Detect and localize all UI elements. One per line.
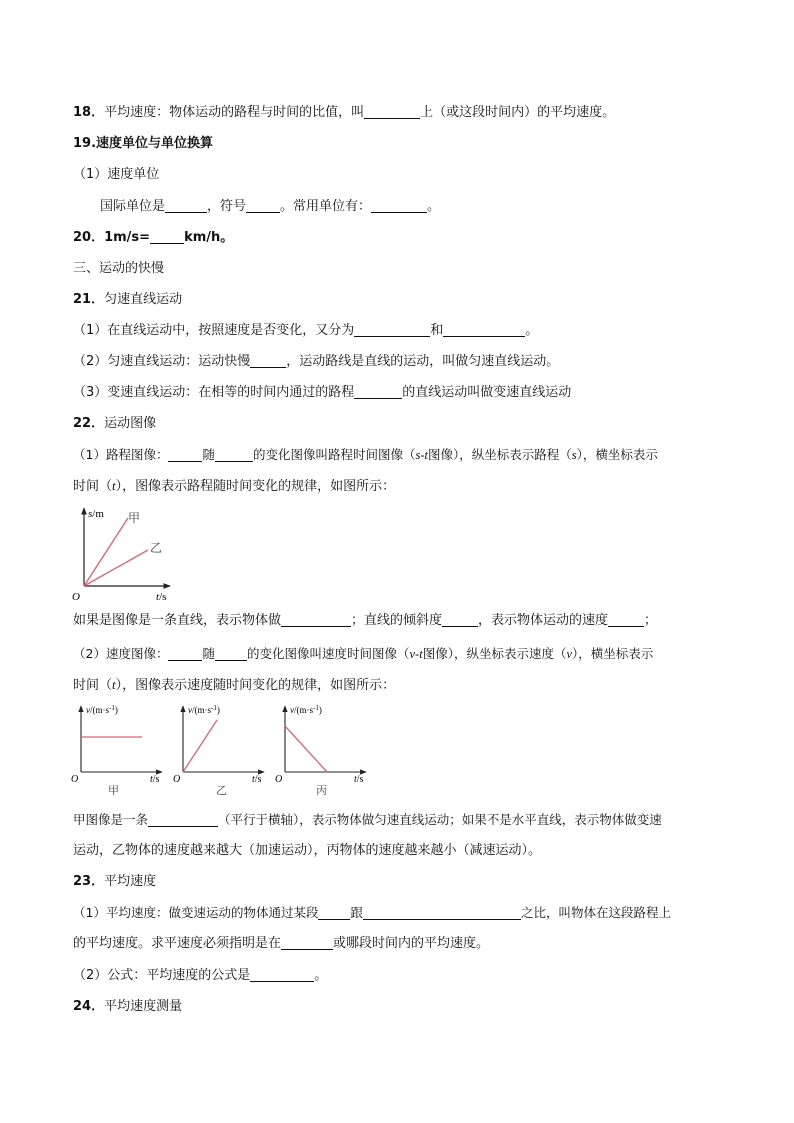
item-19-1: （1）速度单位 xyxy=(73,167,160,182)
answer-blank[interactable] xyxy=(215,447,253,462)
answer-blank[interactable] xyxy=(608,612,644,627)
vt-graph-yi xyxy=(172,702,272,798)
line-jia-label: 甲 xyxy=(128,511,141,525)
item-22-2-line2: 时间（t），图像表示速度随时间变化的规律，如图所示： xyxy=(73,677,396,693)
x-axis-label: t/s xyxy=(150,774,160,785)
answer-blank[interactable] xyxy=(281,612,351,627)
answer-blank[interactable] xyxy=(165,198,207,213)
answer-blank[interactable] xyxy=(150,229,184,244)
answer-blank[interactable] xyxy=(442,612,478,627)
answer-blank[interactable] xyxy=(168,646,202,661)
x-axis-label: t/s xyxy=(252,774,262,785)
y-axis-label: $v/(m\cdot s^{-1})$ xyxy=(290,704,322,715)
item-24: 24．平均速度测量 xyxy=(73,999,183,1014)
answer-blank[interactable] xyxy=(364,104,420,119)
item-22-2-line1: （2）速度图像： 随 的变化图像叫速度时间图像（v-t图像），纵坐标表示速度（v），横坐标表示 xyxy=(73,646,654,661)
answer-blank[interactable] xyxy=(354,322,430,337)
graph-caption: 乙 xyxy=(216,785,227,797)
answer-blank[interactable] xyxy=(354,384,402,399)
origin-label: O xyxy=(275,774,283,785)
origin-label: O xyxy=(72,591,80,603)
answer-blank[interactable] xyxy=(168,447,202,462)
item-22-1-line1: （1）路程图像： 随 的变化图像叫路程时间图像（s-t图像），纵坐标表示路程（s），横坐标表示 xyxy=(73,447,658,462)
answer-blank[interactable] xyxy=(250,353,286,368)
item-20: 20．1m/s= km/h。 xyxy=(73,230,234,245)
item-23-1-line1: （1）平均速度：做变速运动的物体通过某段 跟 之比，叫物体在这段路程上 xyxy=(73,905,671,920)
item-21-3: （3）变速直线运动：在相等的时间内通过的路程 的直线运动叫做变速直线运动 xyxy=(73,385,572,400)
item-21-1: （1）在直线运动中，按照速度是否变化，又分为 和 。 xyxy=(73,323,539,338)
line-jia xyxy=(84,518,128,586)
item-19-2: 国际单位是 ，符号 。常用单位有： 。 xyxy=(100,199,441,214)
graph-caption: 甲 xyxy=(108,785,119,797)
answer-blank[interactable] xyxy=(281,935,333,950)
item-21: 21．匀速直线运动 xyxy=(73,292,183,307)
item-23: 23．平均速度 xyxy=(73,874,157,889)
st-graph xyxy=(70,504,180,608)
x-axis-label: t/s xyxy=(156,591,167,603)
answer-blank[interactable] xyxy=(250,967,314,982)
answer-blank[interactable] xyxy=(363,905,521,920)
line-yi-label: 乙 xyxy=(150,541,163,555)
item-22-2-line3: 甲图像是一条 （平行于横轴），表示物体做匀速直线运动；如果不是水平直线，表示物体做变速 xyxy=(73,812,662,827)
item-22-2-line4: 运动，乙物体的速度越来越大（加速运动），丙物体的速度越来越小（减速运动）。 xyxy=(73,843,542,858)
origin-label: O xyxy=(71,774,79,785)
y-axis-label: s/m xyxy=(88,508,104,520)
y-axis-label: $v/(m\cdot s^{-1})$ xyxy=(188,704,220,715)
answer-blank[interactable] xyxy=(246,198,280,213)
y-axis-label: $v/(m\cdot s^{-1})$ xyxy=(86,704,118,715)
item-19-title: 19.速度单位与单位换算 xyxy=(73,136,214,151)
item-22: 22．运动图像 xyxy=(73,416,157,431)
origin-label: O xyxy=(173,774,181,785)
answer-blank[interactable] xyxy=(443,322,525,337)
item-18: 18．平均速度：物体运动的路程与时间的比值，叫 上（或这段时间内）的平均速度。 xyxy=(73,105,616,120)
x-axis-label: t/s xyxy=(354,774,364,785)
item-22-1-line2: 时间（t），图像表示路程随时间变化的规律，如图所示： xyxy=(73,478,396,494)
answer-blank[interactable] xyxy=(215,646,247,661)
answer-blank[interactable] xyxy=(148,812,218,827)
item-23-2: （2）公式：平均速度的公式是 。 xyxy=(73,968,328,983)
line-yi xyxy=(84,550,148,586)
vt-graph-bing xyxy=(274,702,374,798)
item-23-1-line2: 的平均速度。求平速度必须指明是在 或哪段时间内的平均速度。 xyxy=(73,936,490,951)
section-heading: 三、运动的快慢 xyxy=(73,261,165,276)
plot-line xyxy=(285,726,327,772)
answer-blank[interactable] xyxy=(318,905,350,920)
answer-blank[interactable] xyxy=(371,198,427,213)
item-21-2: （2）匀速直线运动：运动快慢 ，运动路线是直线的运动，叫做匀速直线运动。 xyxy=(73,354,560,369)
plot-line xyxy=(183,720,217,772)
graph-caption: 丙 xyxy=(316,785,327,797)
item-22-1-line3: 如果是图像是一条直线，表示物体做 ；直线的倾斜度 ，表示物体运动的速度 ； xyxy=(73,613,658,628)
vt-graph-jia xyxy=(70,702,170,798)
